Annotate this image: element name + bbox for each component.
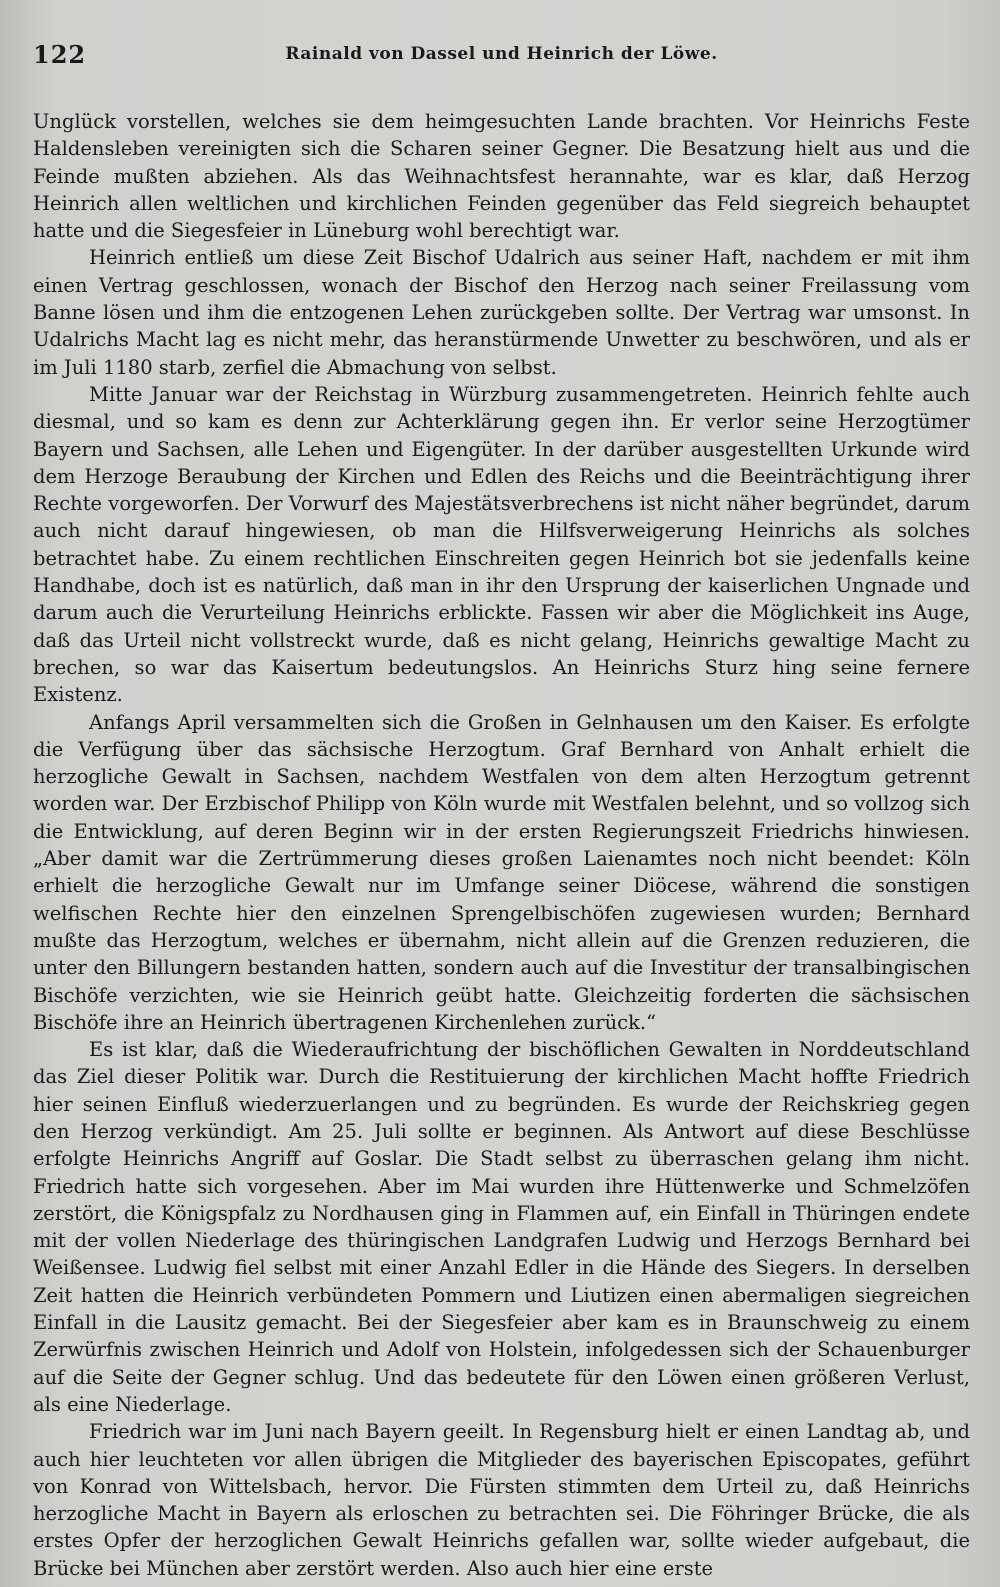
running-title: Rainald von Dassel und Heinrich der Löwe. — [285, 44, 718, 64]
page-number: 122 — [33, 40, 87, 69]
paragraph: Heinrich entließ um diese Zeit Bischof Udalrich aus seiner Haft, nachdem er mit ihm einen Vertrag geschlossen, wonach der Bischof den Herzog nach seiner Freilassung vom Banne lösen und ihm die entzogenen Lehen zurückgeben sollte. Der Vertrag war umsonst. In Udalrichs Macht lag es nicht mehr, das heranstürmende Unwetter zu beschwören, und als er im Juli 1180 starb, zerfiel die Abmachung von selbst. — [33, 246, 970, 379]
paragraph: Friedrich war im Juni nach Bayern geeilt. In Regensburg hielt er einen Landtag ab, und auch hier leuchteten vor allen übrigen die Mitglieder des bayerischen Episcopates, geführt von Konrad von Wittelsbach, hervor. Die Fürsten stimmten dem Urteil zu, daß Heinrichs herzogliche Macht in Bayern als erloschen zu betrachten sei. Die Föhringer Brücke, die als erstes Opfer der herzoglichen Gewalt Heinrichs gefallen war, sollte wieder aufgebaut, die Brücke bei München aber zerstört werden. Also auch hier eine erste — [33, 1420, 970, 1580]
paragraph: Es ist klar, daß die Wiederaufrichtung der bischöflichen Gewalten in Norddeutschland das Ziel dieser Politik war. Durch die Restituierung der kirchlichen Macht hoffte Friedrich hier seinen Einfluß wiederzuerlangen und zu begründen. Es wurde der Reichskrieg gegen den Herzog verkündigt. Am 25. Juli sollte er beginnen. Als Antwort auf diese Beschlüsse erfolgte Heinrichs Angriff auf Goslar. Die Stadt selbst zu überraschen gelang ihm nicht. Friedrich hatte sich vorgesehen. Aber im Mai wurden ihre Hüttenwerke und Schmelzöfen zerstört, die Königspfalz zu Nordhausen ging in Flammen auf, ein Einfall in Thüringen endete mit der vollen Niederlage des thüringischen Landgrafen Ludwig und Herzogs Bernhard bei Weißensee. Ludwig fiel selbst mit einer Anzahl Edler in die Hände des Siegers. In derselben Zeit hatten die Heinrich verbündeten Pommern und Liutizen einen abermaligen siegreichen Einfall in die Lausitz gemacht. Bei der Siegesfeier aber kam es in Braunschweig zu einem Zerwürfnis zwischen Heinrich und Adolf von Holstein, infolgedessen sich der Schauenburger auf die Seite der Gegner schlug. Und das bedeutete für den Löwen einen größeren Verlust, als eine Niederlage. — [33, 1038, 970, 1416]
paragraph: Mitte Januar war der Reichstag in Würzburg zusammengetreten. Heinrich fehlte auch diesmal, und so kam es denn zur Achterklärung gegen ihn. Er verlor seine Herzogtümer Bayern und Sachsen, alle Lehen und Eigengüter. In der darüber ausgestellten Urkunde wird dem Herzoge Beraubung der Kirchen und Edlen des Reichs und die Beeinträchtigung ihrer Rechte vorgeworfen. Der Vorwurf des Majestätsverbrechens ist nicht näher begründet, darum auch nicht darauf hingewiesen, ob man die Hilfsverweigerung Heinrichs als solches betrachtet habe. Zu einem rechtlichen Einschreiten gegen Heinrich bot sie jedenfalls keine Handhabe, doch ist es natürlich, daß man in ihr den Ursprung der kaiserlichen Ungnade und darum auch die Verurteilung Heinrichs erblickte. Fassen wir aber die Möglichkeit ins Auge, daß das Urteil nicht vollstreckt wurde, daß es nicht gelang, Heinrichs gewaltige Macht zu brechen, so war das Kaisertum bedeutungslos. An Heinrichs Sturz hing seine fernere Existenz. — [33, 382, 970, 707]
paragraph: Unglück vorstellen, welches sie dem heimgesuchten Lande brachten. Vor Heinrichs Feste Haldensleben vereinigten sich die Scharen seiner Gegner. Die Besatzung hielt aus und die Feinde mußten abziehen. Als das Weihnachtsfest herannahte, war es klar, daß Herzog Heinrich allen weltlichen und kirchlichen Feinden gegenüber das Feld siegreich behauptet hatte und die Siegesfeier in Lüneburg wohl berechtigt war. — [33, 110, 970, 243]
body-text — [33, 108, 970, 1582]
running-head — [33, 40, 970, 74]
paragraph: Anfangs April versammelten sich die Großen in Gelnhausen um den Kaiser. Es erfolgte die Verfügung über das sächsische Herzogtum. Graf Bernhard von Anhalt erhielt die herzogliche Gewalt in Sachsen, nachdem Westfalen von dem alten Herzogtum getrennt worden war. Der Erzbischof Philipp von Köln wurde mit Westfalen belehnt, und so vollzog sich die Entwicklung, auf deren Beginn wir in der ersten Regierungszeit Friedrichs hinwiesen. „Aber damit war die Zertrümmerung dieses großen Laienamtes noch nicht beendet: Köln erhielt die herzogliche Gewalt nur im Umfange seiner Diöcese, während die sonstigen welfischen Rechte hier den einzelnen Sprengelbischöfen zugewiesen wurden; Bernhard mußte das Herzogtum, welches er übernahm, nicht allein auf die Grenzen reduzieren, die unter den Billungern bestanden hatten, sondern auch auf die Investitur der transalbingischen Bischöfe verzichten, wie sie Heinrich geübt hatte. Gleichzeitig forderten die sächsischen Bischöfe ihre an Heinrich übertragenen Kirchenlehen zurück.“ — [33, 710, 970, 1034]
